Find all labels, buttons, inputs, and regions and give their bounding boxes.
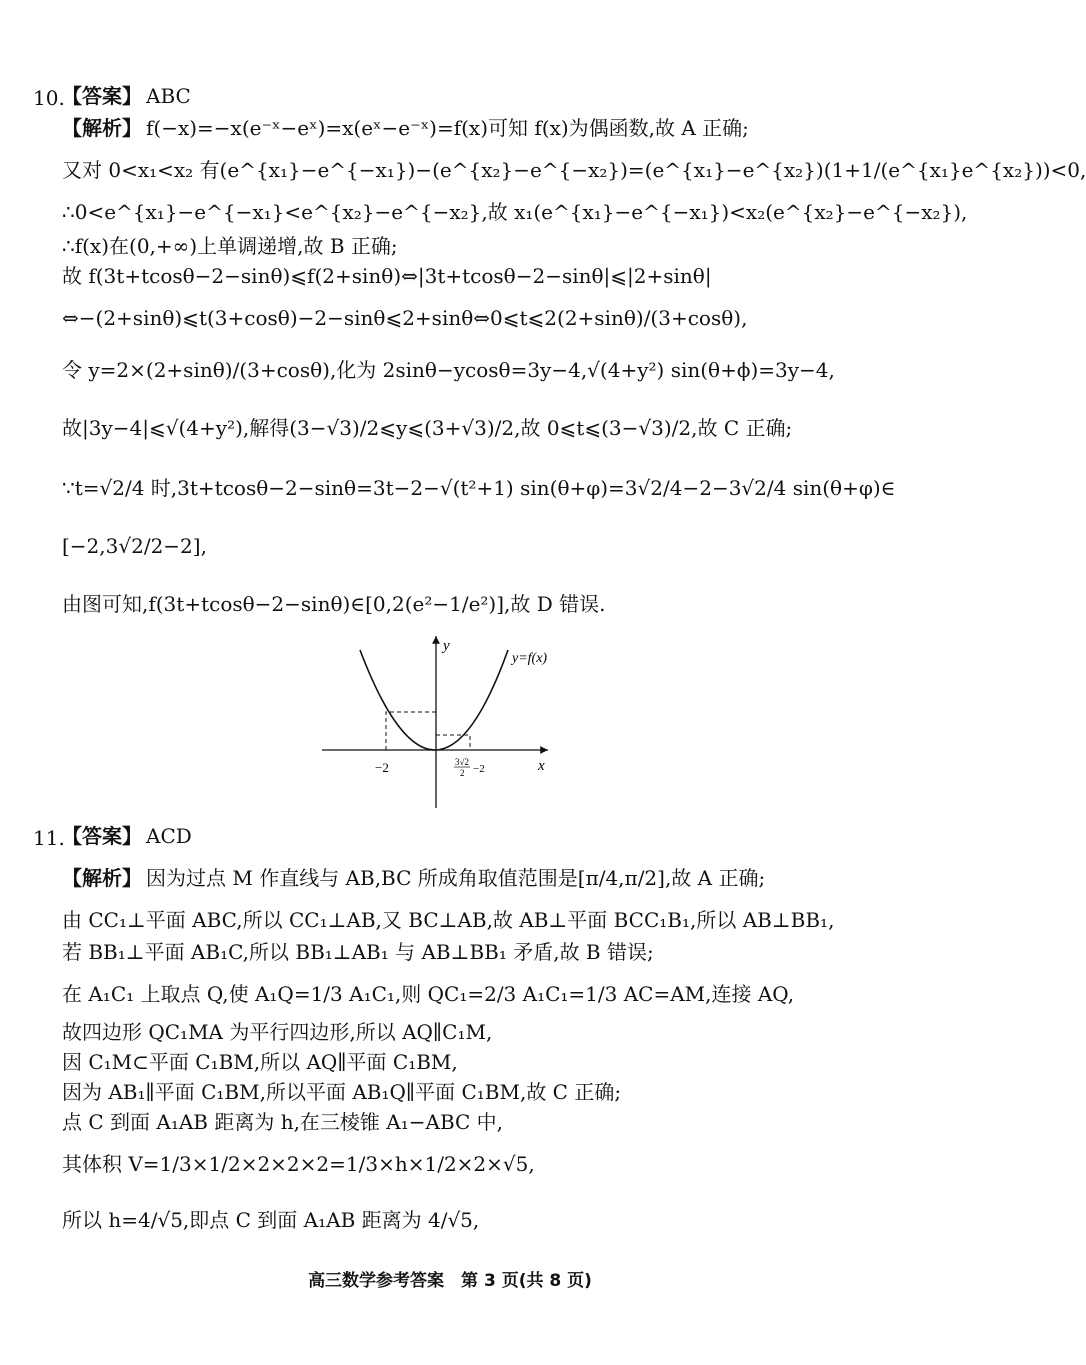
dashed-right: [436, 735, 470, 750]
q10-line-11: 由图可知,f(3t+tcosθ−2−sinθ)∈[0,2(e²−1/e²)],故 D 错误.: [62, 592, 606, 616]
q11-line-6: 因 C₁M⊂平面 C₁BM,所以 AQ∥平面 C₁BM,: [62, 1050, 458, 1074]
tick-right-den: 2: [460, 768, 465, 778]
q10-line-10: [−2,3√2/2−2],: [62, 534, 207, 558]
q10-line-4: ∴f(x)在(0,+∞)上单调递增,故 B 正确;: [62, 234, 398, 258]
y-label: y: [443, 638, 450, 654]
q10-number: 10.: [33, 86, 65, 110]
page-footer: 高三数学参考答案 第 3 页(共 8 页): [308, 1271, 592, 1291]
q11-line-9: 其体积 V=1/3×1/2×2×2×2=1/3×h×1/2×2×√5,: [62, 1152, 535, 1176]
q11-answer-tag: 【答案】: [62, 824, 142, 848]
q11-line-10: 所以 h=4/√5,即点 C 到面 A₁AB 距离为 4/√5,: [62, 1208, 480, 1232]
q10-answer-tag: 【答案】: [62, 84, 142, 108]
q10-line-6: ⇔−(2+sinθ)⩽t(3+cosθ)−2−sinθ⩽2+sinθ⇔0⩽t⩽2(2+sinθ)/(3+cosθ),: [62, 306, 748, 330]
curve-f: [360, 650, 508, 750]
q10-line-2: 又对 0<x₁<x₂ 有(e^{x₁}−e^{−x₁})−(e^{x₂}−e^{−x₂})=(e^{x₁}−e^{x₂})(1+1/(e^{x₁}e^{x₂}))<0,: [62, 158, 1086, 182]
q11-line-3: 若 BB₁⊥平面 AB₁C,所以 BB₁⊥AB₁ 与 AB⊥BB₁ 矛盾,故 B 错误;: [62, 940, 654, 964]
q10-analysis-tag: 【解析】: [62, 116, 142, 140]
q11-line-5: 故四边形 QC₁MA 为平行四边形,所以 AQ∥C₁M,: [62, 1020, 493, 1044]
tick-left: −2: [375, 760, 389, 775]
q11-line-8: 点 C 到面 A₁AB 距离为 h,在三棱锥 A₁−ABC 中,: [62, 1110, 504, 1134]
q10-line-8: 故|3y−4|⩽√(4+y²),解得(3−√3)/2⩽y⩽(3+√3)/2,故 0⩽t⩽(3−√3)/2,故 C 正确;: [62, 416, 793, 440]
q10-line-9: ∵t=√2/4 时,3t+tcosθ−2−sinθ=3t−2−√(t²+1) sin(θ+φ)=3√2/4−2−3√2/4 sin(θ+φ)∈: [62, 476, 896, 500]
q11-line-2: 由 CC₁⊥平面 ABC,所以 CC₁⊥AB,又 BC⊥AB,故 AB⊥平面 BCC₁B₁,所以 AB⊥BB₁,: [62, 908, 835, 932]
tick-right-rest: −2: [473, 763, 485, 775]
func-label: y=f(x): [512, 651, 548, 666]
q10-line-7: 令 y=2×(2+sinθ)/(3+cosθ),化为 2sinθ−ycosθ=3y−4,√(4+y²) sin(θ+ϕ)=3y−4,: [62, 358, 835, 382]
x-label: x: [538, 758, 545, 774]
q11-answer: ACD: [146, 824, 192, 848]
q10-line-5: 故 f(3t+tcosθ−2−sinθ)⩽f(2+sinθ)⇔|3t+tcosθ−2−sinθ|⩽|2+sinθ|: [62, 264, 712, 288]
q11-line-1: 因为过点 M 作直线与 AB,BC 所成角取值范围是[π/4,π/2],故 A 正确;: [146, 866, 766, 890]
q11-number: 11.: [33, 826, 65, 850]
q11-line-4: 在 A₁C₁ 上取点 Q,使 A₁Q=1/3 A₁C₁,则 QC₁=2/3 A₁C₁=1/3 AC=AM,连接 AQ,: [62, 982, 795, 1006]
q11-line-7: 因为 AB₁∥平面 C₁BM,所以平面 AB₁Q∥平面 C₁BM,故 C 正确;: [62, 1080, 622, 1104]
q10-line-3: ∴0<e^{x₁}−e^{−x₁}<e^{x₂}−e^{−x₂},故 x₁(e^{x₁}−e^{−x₁})<x₂(e^{x₂}−e^{−x₂}),: [62, 200, 968, 224]
function-graph: [320, 630, 560, 810]
q10-line-1: f(−x)=−x(e⁻ˣ−eˣ)=x(eˣ−e⁻ˣ)=f(x)可知 f(x)为偶函数,故 A 正确;: [146, 116, 749, 140]
q11-analysis-tag: 【解析】: [62, 866, 142, 890]
q10-answer: ABC: [146, 84, 191, 108]
tick-right-num: 3√2: [455, 757, 469, 767]
